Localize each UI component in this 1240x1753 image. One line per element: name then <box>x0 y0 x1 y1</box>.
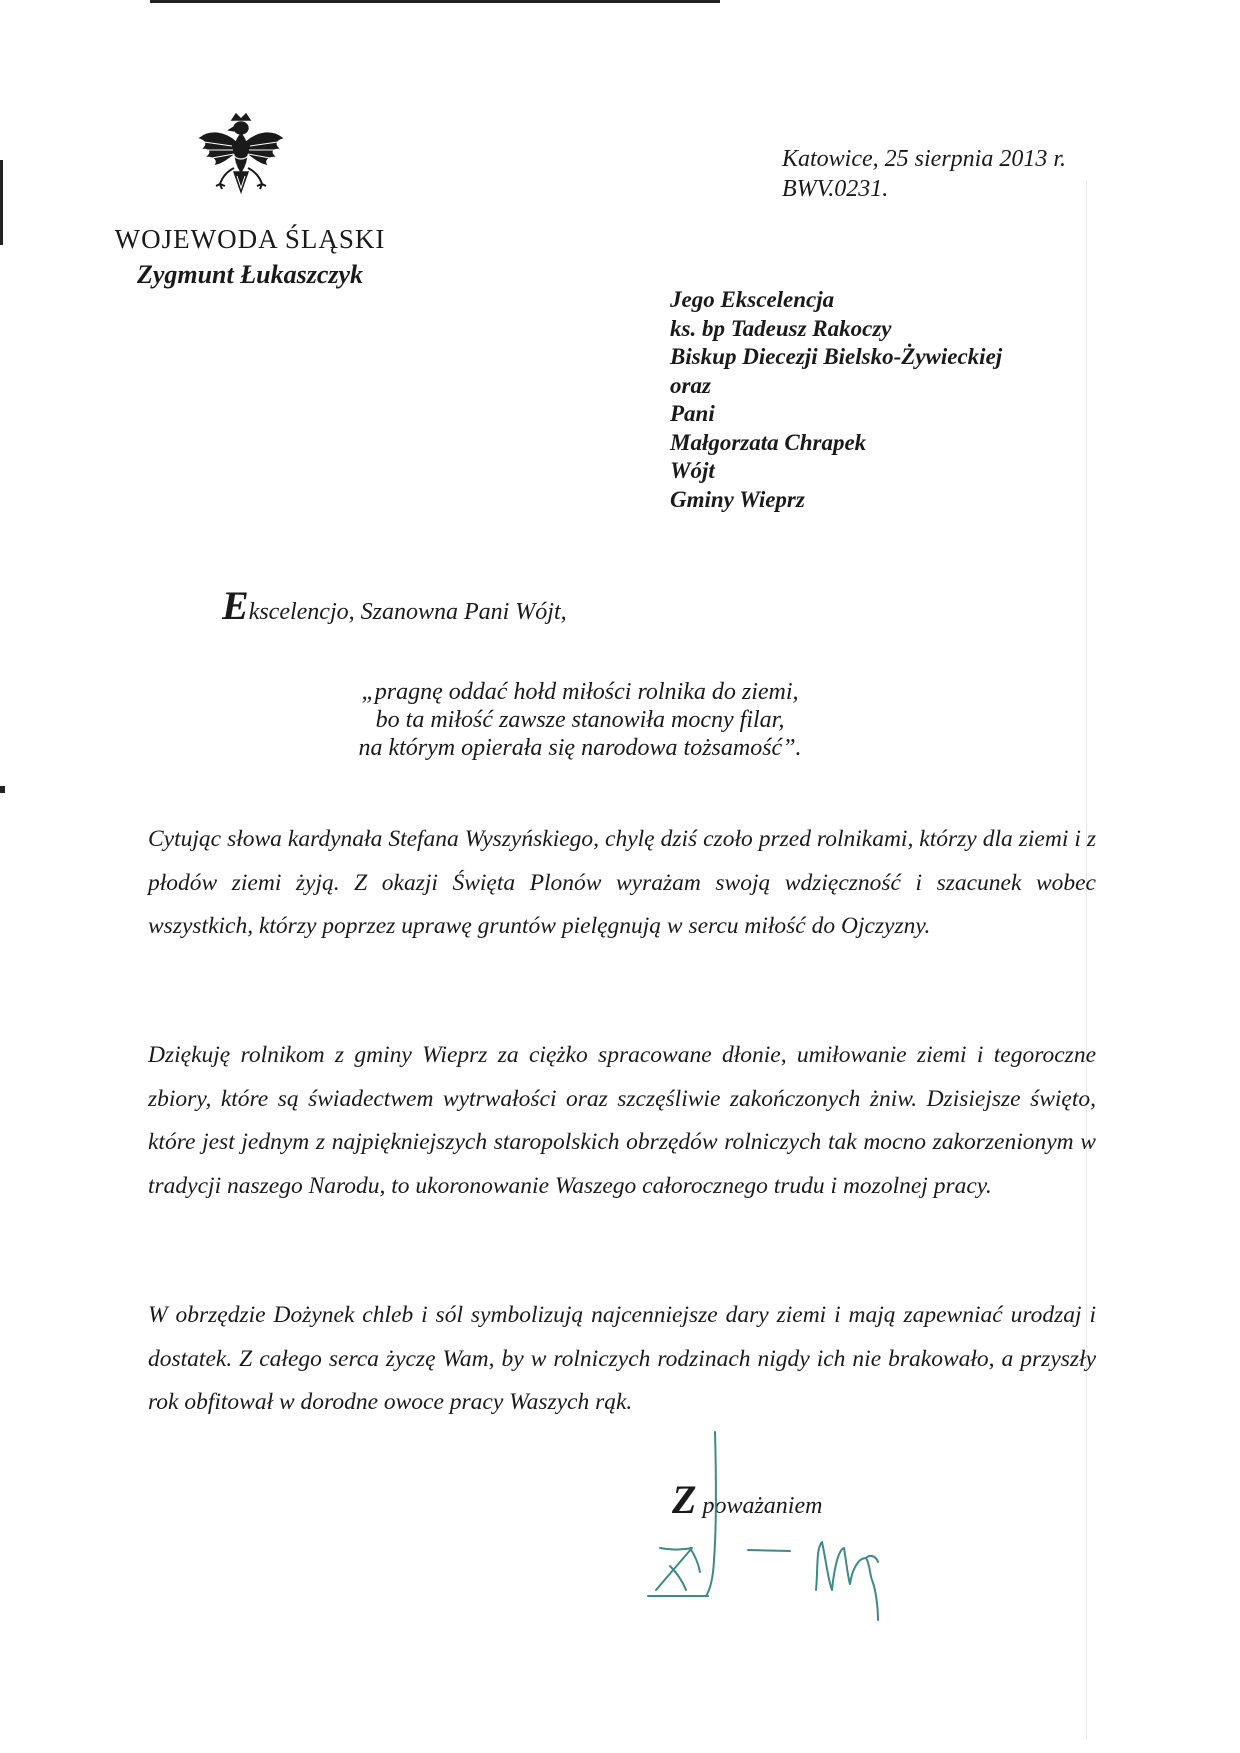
quote-line: bo ta miłość zawsze stanowiła mocny filar, <box>375 707 785 733</box>
recipient-line: Wójt <box>670 458 715 483</box>
recipient-line: ks. bp Tadeusz Rakoczy <box>670 315 892 341</box>
quote-line: „pragnę oddać hołd miłości rolnika do ziemi, <box>361 679 799 705</box>
office-title: WOJEWODA ŚLĄSKI <box>114 224 386 254</box>
recipient-line: Pani <box>670 401 715 426</box>
recipient-line: Małgorzata Chrapek <box>670 429 867 455</box>
place-date: Katowice, 25 sierpnia 2013 r. <box>782 146 1067 172</box>
body-paragraph-1: Cytując słowa kardynała Stefana Wyszyńskiego, chylę dziś czoło przed rolnikami, którzy dla ziemi i z płodów ziemi żyją. Z okazji Święta Plonów wyrażam swoją wdzięczność i szacunek wobec wszystkich, którzy poprzez uprawę gruntów pielęgnują w sercu miłość do Ojczyzny. <box>148 826 1096 939</box>
scan-edge-top <box>150 0 720 3</box>
closing-text: poważaniem <box>696 1493 823 1519</box>
reference-number: BWV.0231. <box>782 176 889 202</box>
scan-fold-line <box>1086 180 1087 1740</box>
quote-block <box>320 678 840 762</box>
salutation-text: kscelencjo, Szanowna Pani Wójt, <box>248 599 567 625</box>
recipient-address <box>670 286 1002 514</box>
scan-edge-left <box>0 160 3 245</box>
body-paragraph-3: W obrzędzie Dożynek chleb i sól symbolizują najcenniejsze dary ziemi i mają zapewniać urodzaj i dostatek. Z całego serca życzę Wam, by w rolniczych rodzinach nigdy ich nie brakowało, a przyszły rok obfitował w dorodne owoce pracy Waszych rąk. <box>148 1302 1096 1415</box>
recipient-line: oraz <box>670 372 711 398</box>
recipient-line: Biskup Diecezji Bielsko-Żywieckiej <box>670 344 1003 369</box>
recipient-line: Jego Ekscelencja <box>670 287 835 312</box>
scan-mark <box>0 786 5 793</box>
closing-initial: Z <box>672 1477 697 1522</box>
date-block <box>782 144 1066 204</box>
salutation-initial: E <box>222 583 249 628</box>
body-paragraph-2: Dziękuję rolnikom z gminy Wieprz za ciężko spracowane dłonie, umiłowanie ziemi i tegoroczne zbiory, które są świadectwem wytrwałości oraz szczęśliwie zakończonych żniw. Dzisiejsze święto, które jest jednym z najpiękniejszych staropolskich obrzędów rolniczych tak mocno zakorzenionym w tradycji naszego Narodu, to ukoronowanie Waszego całorocznego trudu i mozolnej pracy. <box>148 1042 1096 1199</box>
recipient-line: Gminy Wieprz <box>670 486 805 512</box>
polish-eagle-emblem-icon <box>196 112 286 208</box>
official-name: Zygmunt Łukaszczyk <box>136 260 364 289</box>
salutation <box>222 582 567 629</box>
quote-line: na którym opierała się narodowa tożsamość”. <box>358 735 802 761</box>
handwritten-signature-icon <box>630 1430 1010 1630</box>
